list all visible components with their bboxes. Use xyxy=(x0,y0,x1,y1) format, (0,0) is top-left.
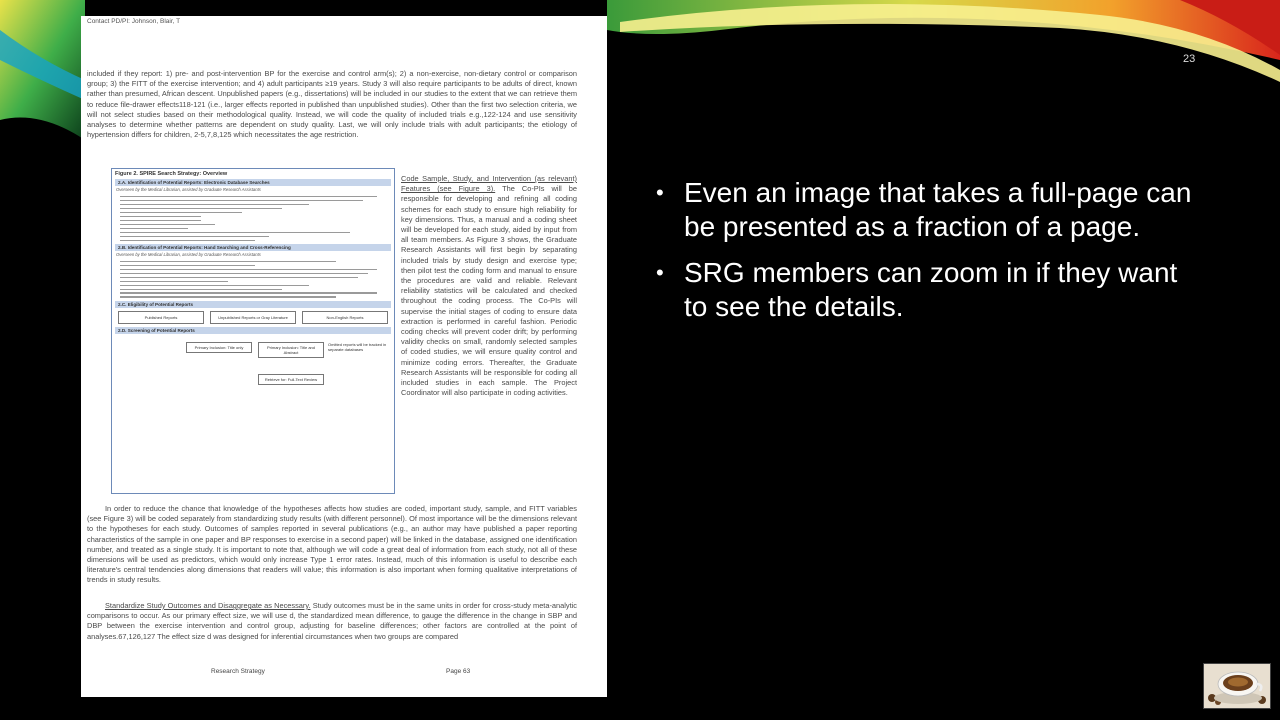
figure-report-types xyxy=(118,311,388,324)
figure-screening-flow xyxy=(116,336,390,400)
coffee-cup-icon xyxy=(1204,664,1270,708)
figure-search-strategy xyxy=(111,168,395,494)
figure-section-d: 2.D. Screening of Potential Reports xyxy=(115,327,391,334)
bullet-text: Even an image that takes a full-page can be presented as a fraction of a page. xyxy=(684,177,1192,242)
bullet-text: SRG members can zoom in if they want to see the details. xyxy=(684,257,1178,322)
document-footer-left: Research Strategy xyxy=(211,668,265,675)
bullet-dot-icon: • xyxy=(656,260,664,285)
paragraph-3-body: Study outcomes must be in the same units in order for cross-study meta-analytic comparisons to occur. As our primary effect size, we will use d, the standardized mean difference, to gauge the difference in the change in SBP and DBP between the exercise intervention and control group, adjusting for baseline differences; other factors are controlled at the point of analyses.67,126,127 The effect size d was designed for inferential circumstances when two groups are compared xyxy=(87,601,577,641)
figure-section-a: 2.A. Identification of Potential Reports: Electronic Database Searches xyxy=(115,179,391,186)
coffee-cup-image xyxy=(1203,663,1271,709)
box-primary-inclusion: Primary Inclusion: Title only xyxy=(186,342,252,353)
box-published-reports: Published Reports xyxy=(118,311,204,324)
slide-number: 23 xyxy=(1183,53,1196,65)
figure-section-c: 2.C. Eligibility of Potential Reports xyxy=(115,301,391,308)
box-unpublished-reports: Unpublished Reports or Gray Literature xyxy=(210,311,296,324)
document-footer-right: Page 63 xyxy=(446,668,471,675)
figure-section-b: 2.B. Identification of Potential Reports: Hand Searching and Cross-Referencing xyxy=(115,244,391,251)
figure-section-a-list xyxy=(120,196,390,241)
figure-title: Figure 2. SPIRE Search Strategy: Overview xyxy=(115,171,228,177)
box-omitted-reports: Omitted reports will be tracked in separate databases xyxy=(326,340,390,354)
document-column-text xyxy=(401,174,577,398)
embedded-document-page xyxy=(81,16,607,697)
bullet-item xyxy=(656,256,1196,324)
document-paragraph-3 xyxy=(87,601,577,642)
figure-section-b-list xyxy=(120,261,390,298)
column-body: The Co-PIs will be responsible for developing and refining all coding schemes for each study to ensure high reliability for key dimensions. Thus, a manual and a coding sheet will be developed for each study, aided by input from all team members. As Figure 3 shows, the Graduate Research Assistants will first begin by separating included trials by study design and exercise type; then pilot test the coding form and manual to ensure the procedures are valid and reliable. Relevant reliability statistics will be calculated and checked throughout the coding process. The Co-PIs will supervise the initial stages of coding to ensure data extraction is performed in careful fashion. Periodic coding checks will prevent coder drift; by performing validity checks on small, randomly selected samples of coded studies, we will ensure quality control and minimize coding errors. Thereafter, the Graduate Research Assistants will be responsible for coding all included studies in each sample. The Project Coordinator will also participate in coding activities. xyxy=(401,184,578,398)
box-primary-inclusion-abstract: Primary Inclusion: Title and Abstract xyxy=(258,342,324,358)
bullet-item xyxy=(656,176,1196,244)
box-retrieve-full-text: Retrieve for: Full-Text Review xyxy=(258,374,324,385)
bullet-list xyxy=(656,176,1196,336)
document-paragraph-2: In order to reduce the chance that knowledge of the hypotheses affects how studies are coded, important study, sample, and FITT variables (see Figure 3) will be coded separately from standardizing study results (with different personnel). Of most importance will be the dimensions relevant to the hypotheses for each study. Outcomes of samples reported in several publications (e.g., an author may have published a paper reporting characteristics of the sample in one paper and BP responses to exercise in a second paper) will be linked in the database, assigned one identification number, and treated as a single study. It is important to note that, although we will code a great deal of information from each study, not all of these dimensions will be used as predictors, which would only increase Type 1 error rates. Instead, much of this information is useful to describe each literature's central tendencies along dimensions that readers will value; this information is also important when forming qualitative interpretations of trends in study results. xyxy=(87,504,577,585)
document-header: Contact PD/PI: Johnson, Blair, T xyxy=(87,18,181,25)
box-non-english-reports: Non-English Reports xyxy=(302,311,388,324)
figure-section-b-sub: Overseen by the Medical Librarian, assisted by Graduate Research Assistants xyxy=(116,251,261,257)
figure-section-a-sub: Overseen by the Medical Librarian, assisted by Graduate Research Assistants xyxy=(116,187,261,192)
document-paragraph-1: included if they report: 1) pre- and post-intervention BP for the exercise and control arm(s); 2) a non-exercise, non-dietary control or comparison group; 3) the FITT of the exercise intervention; and 4) adult participants ≥19 years. Study 3 will also require participants to be adults of direct, known rather than presumed, African descent. Unpublished papers (e.g., dissertations) will be included in our studies to the extent that we can retrieve them to reduce file-drawer effects118-121 (i.e., larger effects reported in published than unpublished studies). Other than the first two selection criteria, we will not select studies based on their methodological quality. Instead, we will code the quality of included trials e.g.,122-124 and use sensitivity analyses to determine whether patterns are dependent on study quality. Last, we will only include trials with adult participants; the etiology of hypertension differs for children, 2-5,7,8,125 which necessitates the age restriction. xyxy=(87,69,577,140)
paragraph-3-heading: Standardize Study Outcomes and Disaggregate as Necessary. xyxy=(105,601,311,610)
bullet-dot-icon: • xyxy=(656,180,664,205)
column-heading: Code Sample, Study, and Intervention (as relevant) Features (see Figure 3). xyxy=(401,174,577,194)
